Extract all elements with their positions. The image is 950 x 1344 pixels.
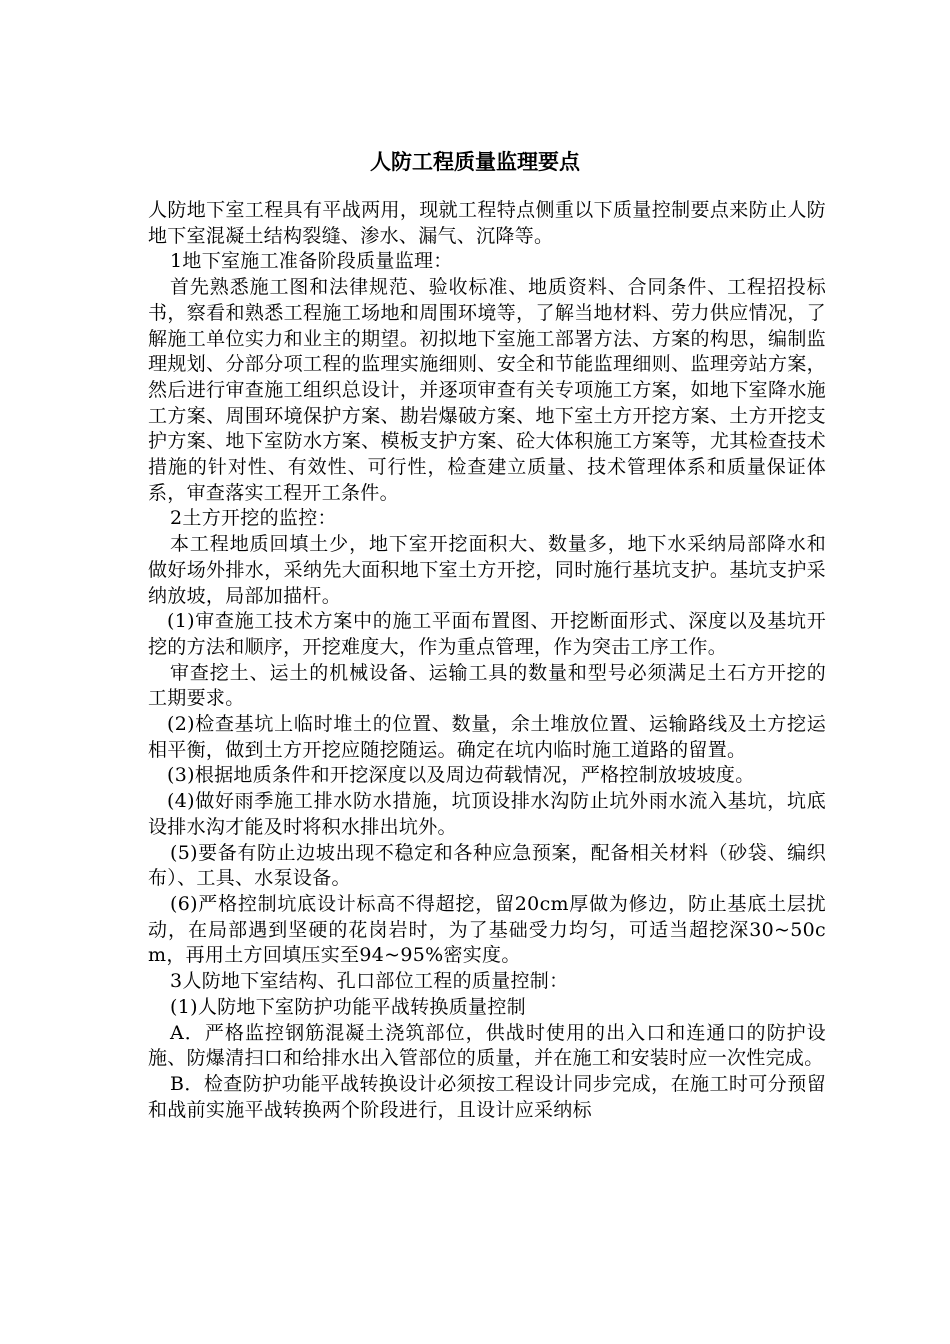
paragraph: A．严格监控钢筋混凝土浇筑部位，供战时使用的出入口和连通口的防护设施、防爆清扫口和给排水出入管部位的质量，并在施工和安装时应一次性完成。 [148, 1021, 826, 1070]
paragraph: B．检查防护功能平战转换设计必须按工程设计同步完成，在施工时可分预留和战前实施平战转换两个阶段进行，且设计应采纳标 [148, 1072, 826, 1121]
paragraph: 2土方开挖的监控： [170, 507, 337, 530]
paragraph: (6)严格控制坑底设计标高不得超挖，留20cm厚做为修边，防止基底土层扰动，在局部遇到坚硬的花岗岩时，为了基础受力均匀，可适当超挖深30~50cm，再用土方回填压实至94~95%密实度。 [148, 892, 826, 967]
paragraph: (4)做好雨季施工排水防水措施，坑顶设排水沟防止坑外雨水流入基坑，坑底设排水沟才能及时将积水排出坑外。 [148, 790, 826, 838]
paragraph: 1地下室施工准备阶段质量监理： [170, 250, 453, 273]
document-title: 人防工程质量监理要点 [370, 149, 580, 174]
paragraph: 审查挖土、运土的机械设备、运输工具的数量和型号必须满足土石方开挖的工期要求。 [148, 661, 826, 710]
paragraph: (3)根据地质条件和开挖深度以及周边荷载情况，严格控制放坡坡度。 [167, 764, 755, 787]
paragraph: (1)审查施工技术方案中的施工平面布置图、开挖断面形式、深度以及基坑开挖的方法和顺序，开挖难度大，作为重点管理，作为突击工序工作。 [148, 610, 826, 658]
paragraph: 人防地下室工程具有平战两用，现就工程特点侧重以下质量控制要点来防止人防地下室混凝土结构裂缝、渗水、漏气、沉降等。 [148, 199, 826, 247]
paragraph: (1)人防地下室防护功能平战转换质量控制 [170, 995, 526, 1018]
paragraph: 首先熟悉施工图和法律规范、验收标准、地质资料、合同条件、工程招投标书，察看和熟悉工程施工场地和周围环境等，了解当地材料、劳力供应情况，了解施工单位实力和业主的期望。初拟地下室施工部署方法、方案的构思，编制监理规划、分部分项工程的监理实施细则、安全和节能监理细则、监理旁站方案，然后进行审查施工组织总设计，并逐项审查有关专项施工方案，如地下室降水施工方案、周围环境保护方案、勘岩爆破方案、地下室土方开挖方案、土方开挖支护方案、地下室防水方案、模板支护方案、砼大体积施工方案等，尤其检查技术措施的针对性、有效性、可行性，检查建立质量、技术管理体系和质量保证体系，审查落实工程开工条件。 [148, 276, 826, 504]
paragraph: 3人防地下室结构、孔口部位工程的质量控制： [170, 970, 569, 993]
paragraph: 本工程地质回填土少，地下室开挖面积大、数量多，地下水采纳局部降水和做好场外排水，采纳先大面积地下室土方开挖，同时施行基坑支护。基坑支护采纳放坡，局部加描杆。 [148, 533, 826, 607]
document-body [148, 198, 826, 1123]
paragraph: (5)要备有防止边坡出现不稳定和各种应急预案，配备相关材料（砂袋、编织布）、工具、水泵设备。 [148, 841, 826, 890]
paragraph: (2)检查基坑上临时堆土的位置、数量，余土堆放位置、运输路线及土方挖运相平衡，做到土方开挖应随挖随运。确定在坑内临时施工道路的留置。 [148, 713, 826, 761]
